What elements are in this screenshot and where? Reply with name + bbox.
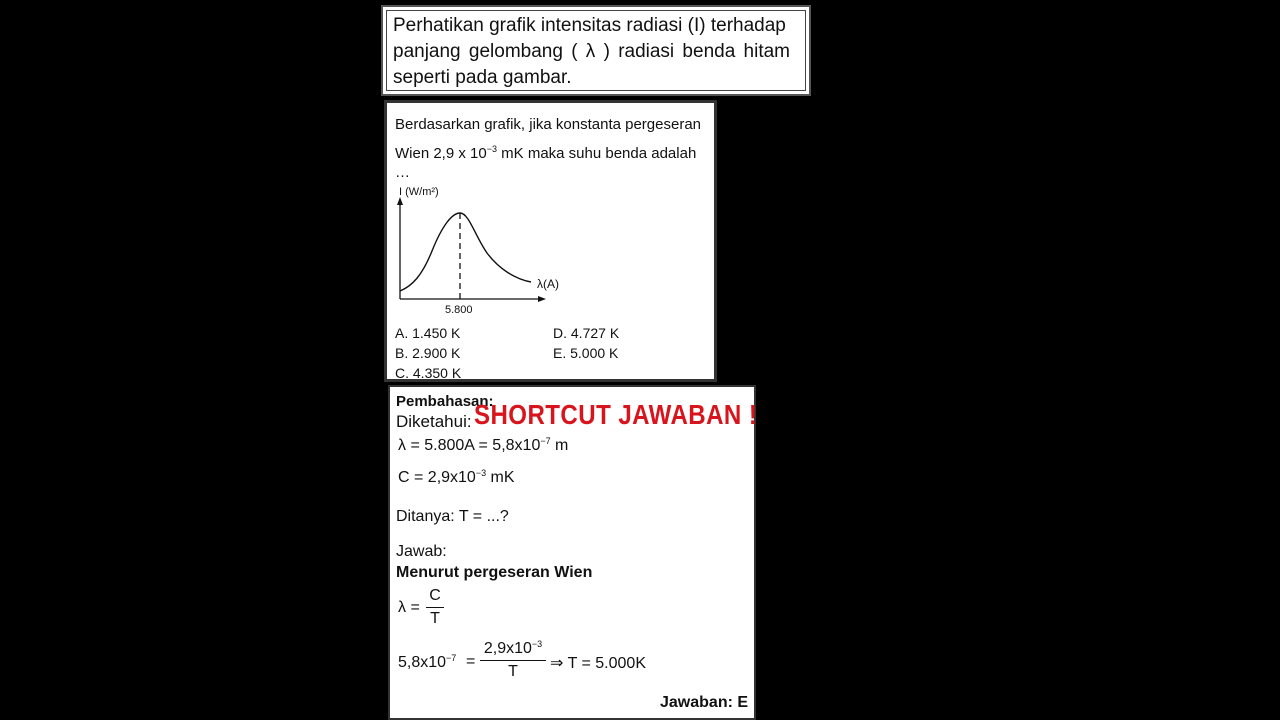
intro-line-2: panjang gelombang ( λ ) radiasi benda hitam	[393, 41, 791, 62]
y-axis-label: I (W/m²)	[399, 186, 439, 198]
x-axis-arrow	[538, 296, 546, 302]
asked: Ditanya: T = ...?	[396, 508, 509, 525]
calc-numerator-value: 2,9x10	[483, 640, 532, 657]
known-label: Diketahui:	[396, 412, 472, 431]
question-line-1: Berdasarkan grafik, jika konstanta pergeseran	[395, 116, 702, 133]
known-constant-exp: −3	[475, 468, 487, 478]
peak-label: 5.800	[445, 304, 473, 316]
calc-numerator-exp: −3	[531, 639, 543, 649]
y-axis-arrow	[397, 197, 403, 205]
known-constant-value: C = 2,9x10	[398, 469, 476, 486]
answer-label: Jawab:	[396, 543, 447, 560]
calc-result: ⇒ T = 5.000K	[550, 655, 646, 672]
question-exponent: −3	[486, 144, 497, 154]
calc-lhs-value: 5,8x10	[398, 654, 447, 671]
formula-denominator: T	[430, 610, 440, 627]
known-lambda	[398, 436, 568, 455]
shortcut-overlay-title: SHORTCUT JAWABAN !	[474, 399, 758, 430]
question-line-3: …	[395, 164, 410, 181]
known-lambda-exp: −7	[540, 436, 551, 446]
intro-line-1: Perhatikan grafik intensitas radiasi (I) terhadap	[393, 15, 786, 36]
question-intro-box	[381, 5, 811, 96]
formula-numerator: C	[429, 587, 441, 604]
option-c: C. 4.350 K	[395, 365, 462, 381]
known-constant-unit: mK	[486, 469, 515, 486]
question-box	[384, 100, 717, 382]
calc-lhs	[398, 653, 456, 672]
solution-box	[388, 385, 756, 720]
option-b: B. 2.900 K	[395, 345, 461, 361]
calc-fraction-bar	[480, 660, 546, 661]
option-e: E. 5.000 K	[553, 345, 619, 361]
calc-equals: =	[466, 653, 476, 670]
calc-lhs-exp: −7	[446, 653, 457, 663]
solution-heading: Pembahasan:	[396, 393, 494, 410]
known-lambda-unit: m	[550, 437, 569, 454]
method-title: Menurut pergeseran Wien	[396, 564, 593, 581]
formula-fraction	[426, 587, 444, 628]
blackbody-graph	[387, 181, 707, 321]
known-lambda-value: λ = 5.800A = 5,8x10	[398, 437, 541, 454]
calc-numerator	[480, 639, 546, 658]
intro-line-3: seperti pada gambar.	[393, 67, 572, 88]
known-constant	[398, 468, 515, 487]
question-line-2-b: mK maka suhu benda adalah	[501, 145, 697, 162]
fraction-bar	[426, 607, 444, 608]
x-axis-label: λ(A)	[537, 277, 559, 291]
calc-fraction	[480, 639, 546, 681]
final-answer: Jawaban: E	[660, 694, 749, 711]
option-d: D. 4.727 K	[553, 325, 620, 341]
calc-denominator: T	[508, 663, 518, 680]
formula-lhs: λ =	[398, 599, 420, 616]
option-a: A. 1.450 K	[395, 325, 461, 341]
intensity-curve	[400, 213, 531, 291]
question-line-2	[395, 137, 708, 166]
question-line-2-a: Wien 2,9 x 10	[395, 145, 487, 162]
